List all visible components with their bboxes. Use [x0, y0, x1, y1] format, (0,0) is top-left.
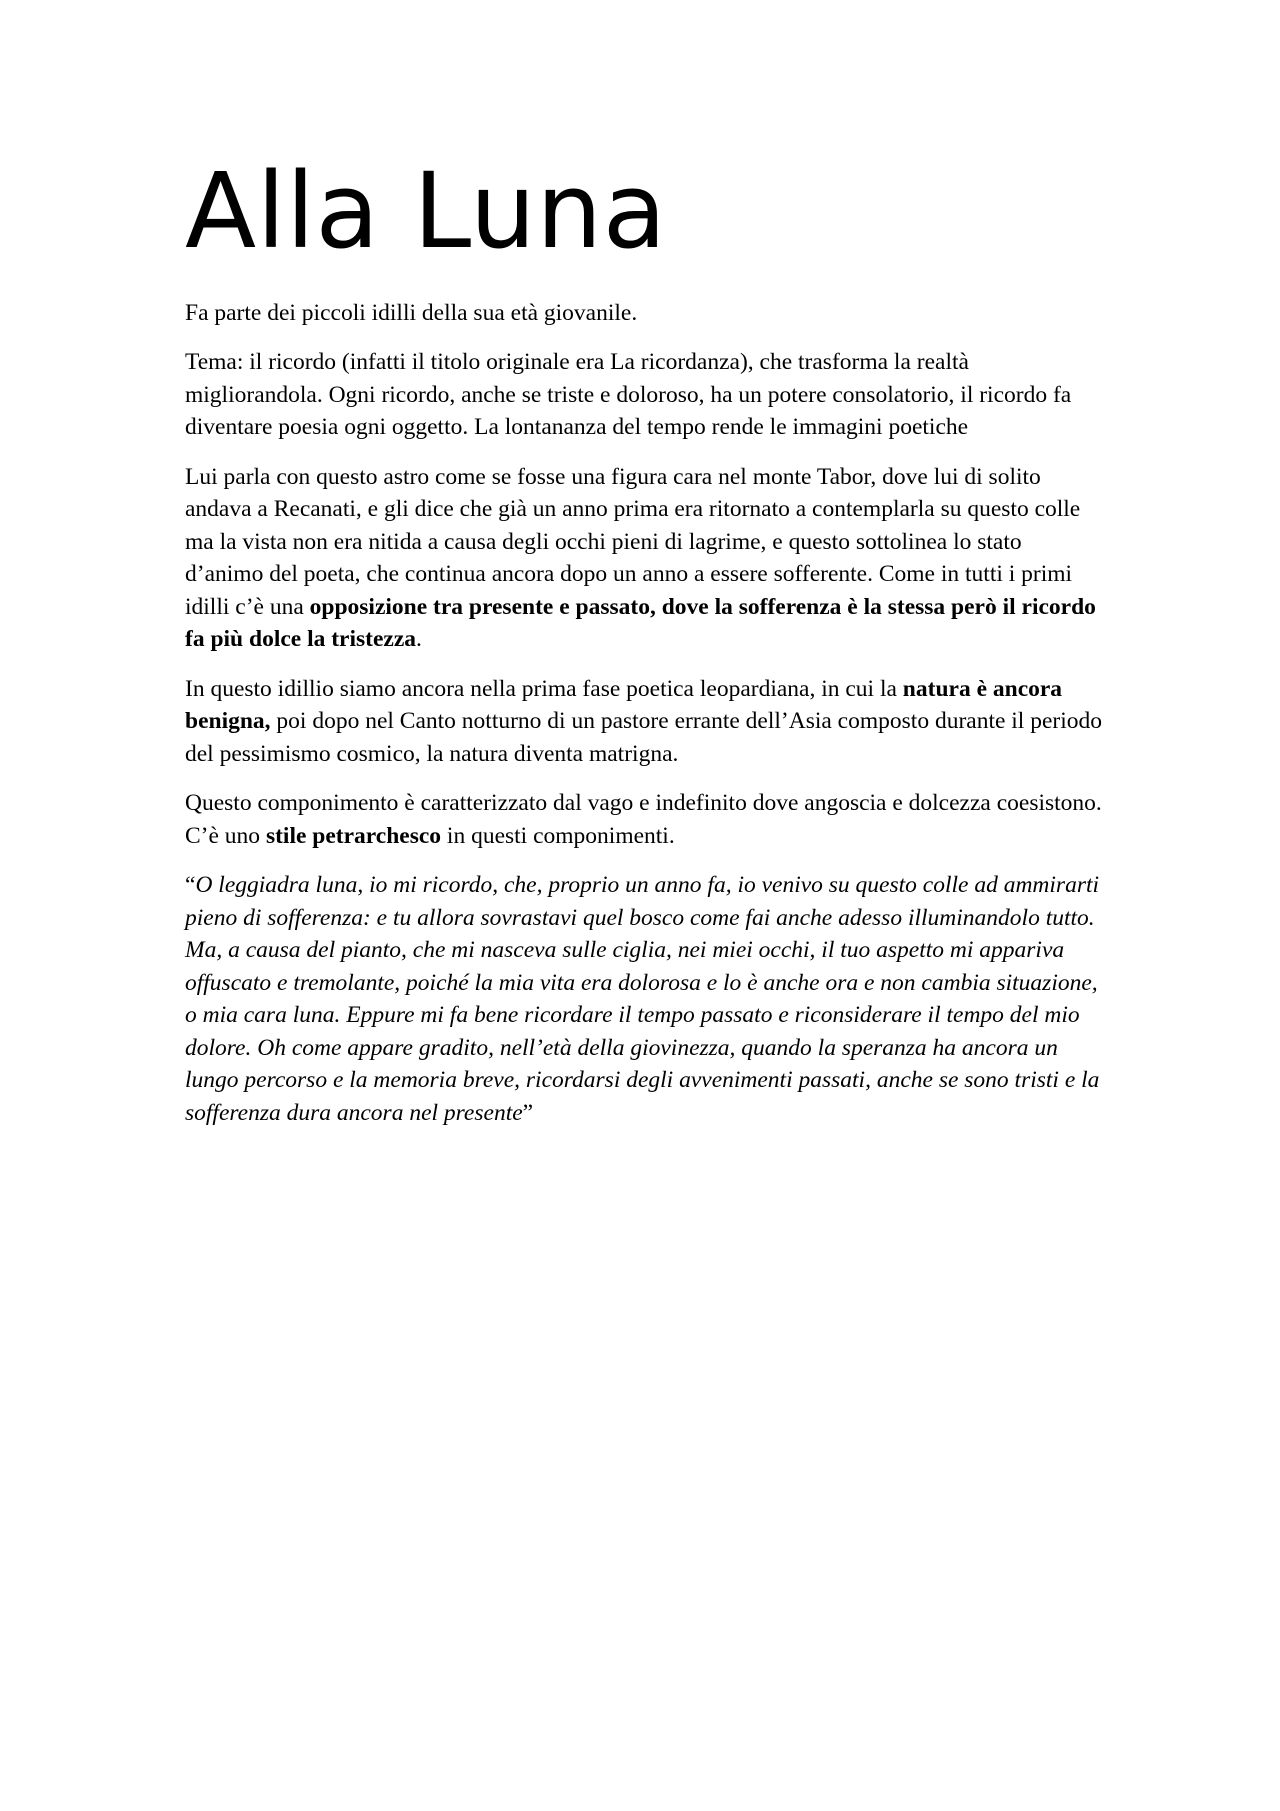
paragraph-text: In questo idillio siamo ancora nella prima fase poetica leopardiana, in cui la — [185, 675, 903, 702]
bold-phrase: stile petrarchesco — [265, 822, 442, 849]
quote-close-mark: ” — [522, 1099, 534, 1126]
quote-open-mark: “ — [185, 872, 196, 899]
paragraph-componimento — [185, 787, 1105, 852]
page-title: Alla Luna — [185, 150, 667, 272]
paragraph-text: in questi componimenti. — [441, 822, 675, 849]
bold-phrase: natura è ancora benigna, — [185, 675, 1063, 735]
paragraph-text: Lui parla con questo astro come se fosse una figura cara nel monte Tabor, dove lui di solito andava a Recanati, e gli dice che già un anno prima era ritornato a contemplarla su questo colle ma la vista non era nitida a causa degli occhi pieni di lagrime, e questo sottolinea lo stato d’animo del poeta, che continua ancora dopo un anno a essere sofferente. Come in tutti i primi idilli c’è una — [185, 463, 1081, 620]
paragraph-text: . — [416, 626, 422, 653]
paragraph-text: poi dopo nel Canto notturno di un pastore errante dell’Asia composto durante il periodo del pessimismo cosmico, la natura diventa matrigna. — [185, 708, 1102, 767]
paragraph-fase-poetica — [185, 673, 1105, 771]
paragraph-text: Questo componimento è caratterizzato dal vago e indefinito dove angoscia e dolcezza coesistono. C’è uno — [185, 790, 1102, 849]
quote-text: O leggiadra luna, io mi ricordo, che, proprio un anno fa, io venivo su questo colle ad ammirarti pieno di sofferenza: e tu allora sovrastavi quel bosco come fai anche adesso illuminandolo tutto. Ma, a causa del pianto, che mi nasceva sulle ciglia, nei miei occhi, il tuo aspetto mi appariva offuscato e tremolante, poiché la mia vita era dolorosa e lo è anche ora e non cambia situazione, o mia cara luna. Eppure mi fa bene ricordare il tempo passato e riconsiderare il tempo del mio dolore. Oh come appare gradito, nell’età della giovinezza, quando la speranza ha ancora un lungo percorso e la memoria breve, ricordarsi degli avvenimenti passati, anche se sono tristi e la sofferenza dura ancora nel presente — [185, 872, 1100, 1126]
bold-phrase: opposizione tra presente e passato, dove la sofferenza è la stessa però il ricordo fa più dolce la tristezza — [185, 593, 1096, 653]
paragraph-intro: Fa parte dei piccoli idilli della sua età giovanile. — [185, 299, 638, 326]
paragraph-quote — [185, 869, 1105, 1129]
document-body — [185, 150, 1105, 1146]
paragraph-tema: Tema: il ricordo (infatti il titolo originale era La ricordanza), che trasforma la realtà migliorandola. Ogni ricordo, anche se triste e doloroso, ha un potere consolatorio, il ricordo fa diventare poesia ogni oggetto. La lontananza del tempo rende le immagini poetiche — [185, 349, 1072, 441]
paragraph-monte-tabor — [185, 461, 1105, 656]
